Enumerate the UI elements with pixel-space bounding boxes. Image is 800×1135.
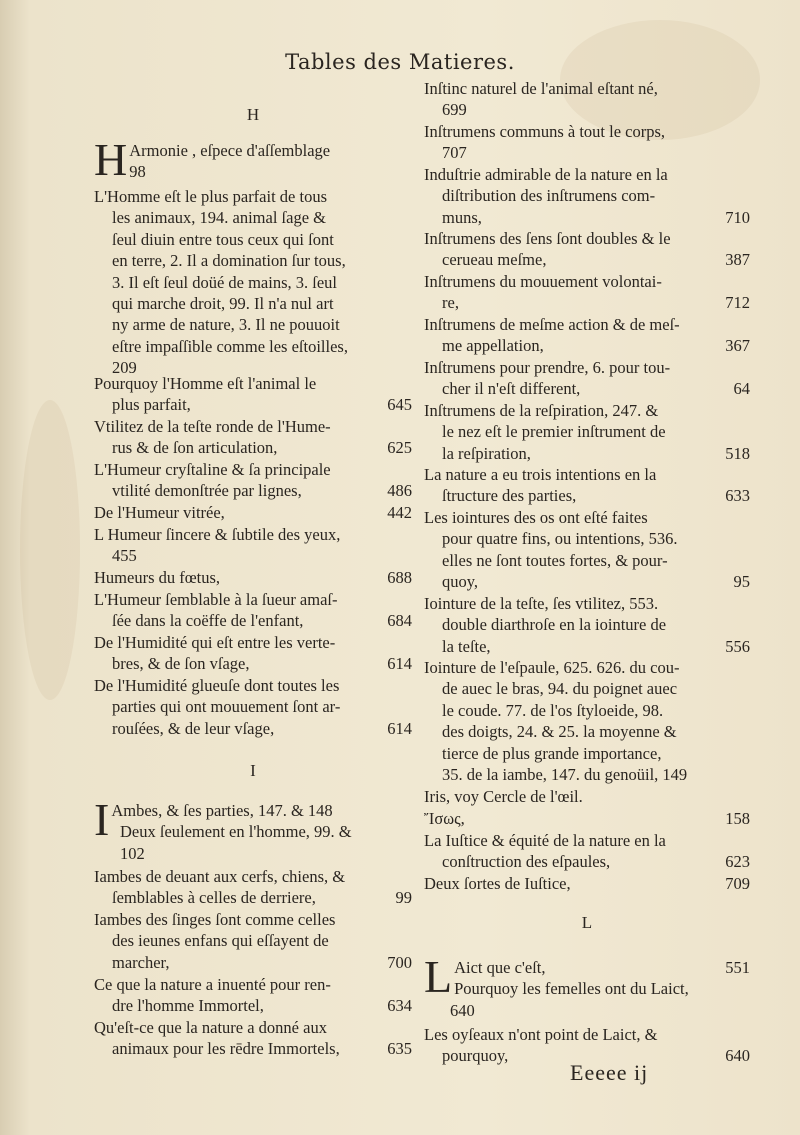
page-number: 367 xyxy=(725,336,750,356)
entry-line xyxy=(424,485,750,506)
entry-line xyxy=(94,545,412,566)
entry-line xyxy=(94,229,412,250)
entry-text: 209 xyxy=(112,358,137,378)
page-number: 64 xyxy=(733,379,750,399)
page-number: 640 xyxy=(725,1046,750,1066)
page-number: 623 xyxy=(725,852,750,872)
index-entry xyxy=(94,459,412,502)
entry-line xyxy=(94,373,412,394)
index-entry xyxy=(94,675,412,739)
entry-text: double diarthroſe en la iointure de xyxy=(442,615,667,635)
entry-text: 102 xyxy=(120,843,145,863)
entry-line xyxy=(424,121,750,142)
page-number: 95 xyxy=(733,572,750,592)
entry-line xyxy=(424,700,750,721)
entry-line xyxy=(94,589,412,610)
entry-text: L Humeur ſincere & ſubtile des yeux, xyxy=(94,525,341,544)
index-entry xyxy=(94,632,412,675)
index-entry xyxy=(424,507,750,593)
entry-line xyxy=(424,357,750,378)
page-number: 709 xyxy=(725,874,750,893)
entry-line xyxy=(424,593,750,614)
entry-text: dre l'homme Immortel, xyxy=(112,996,264,1016)
entry-line xyxy=(424,207,750,228)
entry-line xyxy=(424,378,750,399)
page-title: Tables des Matieres. xyxy=(285,50,515,74)
drop-cap: H xyxy=(94,134,128,185)
entry-text: Inſtrumens pour prendre, 6. pour tou- xyxy=(424,358,671,377)
index-entry xyxy=(94,589,412,632)
entry-text: ſeul diuin entre tous ceux qui ſont xyxy=(112,229,334,249)
index-entry xyxy=(424,228,750,271)
index-entry xyxy=(94,524,412,567)
index-entry xyxy=(424,271,750,314)
index-entry xyxy=(94,416,412,459)
entry-text: De l'Humidité glueuſe dont toutes les xyxy=(94,676,340,695)
drop-cap: I xyxy=(94,794,110,845)
index-entry xyxy=(424,78,750,121)
entry-text: Iointure de l'eſpaule, 625. 626. du cou- xyxy=(424,658,680,677)
entry-text: parties qui ont mouuement ſont ar- xyxy=(112,697,341,717)
page-number: 158 xyxy=(725,809,750,828)
entry-line xyxy=(424,507,750,528)
entry-line xyxy=(94,437,412,458)
entry-text: 707 xyxy=(442,143,467,163)
entry-text: les animaux, 194. animal ſage & xyxy=(112,208,326,228)
entry-text: De l'Humeur vitrée, xyxy=(94,503,225,522)
entry-line xyxy=(94,207,412,228)
entry-text: 35. de la iambe, 147. du genoüil, 149 xyxy=(442,765,688,785)
entry-line xyxy=(424,808,750,829)
page-number: 633 xyxy=(725,486,750,506)
entry-line xyxy=(424,636,750,657)
entry-text: des doigts, 24. & 25. la moyenne & xyxy=(442,722,677,742)
page-number: 635 xyxy=(387,1039,412,1059)
index-entry xyxy=(94,909,412,973)
entry-line xyxy=(94,887,412,908)
entry-line xyxy=(424,185,750,206)
entry-line xyxy=(94,866,412,887)
entry-text: Induſtrie admirable de la nature en la xyxy=(424,165,668,184)
entry-text: Iambes des ſinges ſont comme celles xyxy=(94,910,336,929)
entry-text: le coude. 77. de l'os ſtyloeide, 98. xyxy=(442,700,664,720)
page-number: 684 xyxy=(387,611,412,631)
entry-line xyxy=(94,161,412,182)
entry-text: 699 xyxy=(442,100,467,120)
index-entry xyxy=(424,400,750,464)
entry-text: Inſtrumens des ſens ſont doubles & le xyxy=(424,229,671,248)
entry-line xyxy=(94,250,412,271)
entry-text: qui marche droit, 99. Il n'a nul art xyxy=(112,294,334,314)
entry-line xyxy=(424,571,750,592)
entry-text: quoy, xyxy=(442,572,479,592)
index-entry xyxy=(424,951,750,1021)
entry-text: Iris, voy Cercle de l'œil. xyxy=(424,787,583,806)
entry-line xyxy=(424,786,750,807)
entry-text: 98 xyxy=(129,162,146,182)
entry-line xyxy=(94,186,412,207)
entry-line xyxy=(424,830,750,851)
index-entry xyxy=(94,567,412,588)
entry-line xyxy=(94,696,412,717)
entry-line xyxy=(424,335,750,356)
index-entry xyxy=(424,593,750,657)
entry-line xyxy=(424,99,750,120)
page-number: 645 xyxy=(387,395,412,415)
entry-text: la teſte, xyxy=(442,636,491,656)
entry-text: pourquoy, xyxy=(442,1046,509,1066)
entry-line xyxy=(424,464,750,485)
entry-line xyxy=(94,314,412,335)
entry-text: La Iuſtice & équité de la nature en la xyxy=(424,831,666,850)
entry-line xyxy=(94,480,412,501)
entry-line xyxy=(94,821,412,842)
entry-line xyxy=(94,272,412,293)
entry-text: Armonie , eſpece d'aſſemblage xyxy=(129,141,331,160)
entry-text: muns, xyxy=(442,207,482,227)
entry-line xyxy=(424,271,750,292)
entry-line xyxy=(94,843,412,864)
index-entry xyxy=(94,1017,412,1060)
page-number: 442 xyxy=(387,503,412,522)
entry-text: Ἴσως, xyxy=(424,809,465,828)
entry-text: Iambes de deuant aux cerfs, chiens, & xyxy=(94,867,346,886)
entry-text: Inſtrumens communs à tout le corps, xyxy=(424,122,666,141)
entry-text: 640 xyxy=(450,1000,475,1020)
entry-line xyxy=(94,909,412,930)
entry-line xyxy=(424,978,750,999)
index-entry xyxy=(94,794,412,864)
entry-text: Les iointures des os ont eſté faites xyxy=(424,508,648,527)
entry-text: Vtilitez de la teſte ronde de l'Hume- xyxy=(94,417,331,436)
entry-text: eſtre impaſſible comme les eſtoilles, xyxy=(112,336,348,356)
entry-text: me appellation, xyxy=(442,336,544,356)
entry-text: ny arme de nature, 3. Il ne pouuoit xyxy=(112,315,340,335)
entry-text: diſtribution des inſtrumens com- xyxy=(442,186,656,206)
entry-text: Deux ſeulement en l'homme, 99. & xyxy=(120,822,352,842)
entry-line xyxy=(424,249,750,270)
entry-text: Aict que c'eſt, xyxy=(454,958,546,977)
entry-text: elles ne ſont toutes fortes, & pour- xyxy=(442,550,668,570)
entry-text: Inſtrumens de la reſpiration, 247. & xyxy=(424,401,659,420)
entry-line xyxy=(94,567,412,588)
index-entry xyxy=(94,186,412,379)
entry-line xyxy=(94,394,412,415)
entry-text: L'Humeur ſemblable à la ſueur amaſ- xyxy=(94,590,338,609)
index-entry xyxy=(94,866,412,909)
entry-text: vtilité demonſtrée par lignes, xyxy=(112,481,302,501)
page-number: 387 xyxy=(725,250,750,270)
entry-text: animaux pour les rēdre Immortels, xyxy=(112,1039,340,1059)
entry-line xyxy=(94,1038,412,1059)
entry-text: Les oyſeaux n'ont point de Laict, & xyxy=(424,1025,658,1044)
entry-line xyxy=(94,502,412,523)
entry-line xyxy=(424,678,750,699)
index-entry xyxy=(424,121,750,164)
page-number: 614 xyxy=(387,718,412,738)
entry-text: Qu'eſt-ce que la nature a donné aux xyxy=(94,1018,327,1037)
entry-line xyxy=(424,851,750,872)
section-heading-i: I xyxy=(250,761,256,780)
entry-line xyxy=(94,995,412,1016)
entry-text: Humeurs du fœtus, xyxy=(94,568,221,587)
index-entry xyxy=(94,134,412,185)
entry-line xyxy=(94,632,412,653)
index-entry xyxy=(424,873,750,894)
entry-text: 455 xyxy=(112,546,137,566)
entry-text: cher il n'eſt different, xyxy=(442,379,581,399)
page-number: 710 xyxy=(725,207,750,227)
entry-line xyxy=(424,1024,750,1045)
entry-text: ſée dans la coëffe de l'enfant, xyxy=(112,611,304,631)
entry-text: Ambes, & ſes parties, 147. & 148 xyxy=(111,801,333,820)
entry-line xyxy=(94,459,412,480)
entry-text: L'Homme eſt le plus parfait de tous xyxy=(94,187,327,206)
page-number: 556 xyxy=(725,636,750,656)
index-entry xyxy=(424,314,750,357)
page-number: 688 xyxy=(387,568,412,587)
index-entry xyxy=(424,464,750,507)
entry-text: en terre, 2. Il a domination ſur tous, xyxy=(112,251,346,271)
entry-line xyxy=(424,228,750,249)
entry-line xyxy=(424,873,750,894)
entry-text: Deux ſortes de Iuſtice, xyxy=(424,874,571,893)
entry-text: rouſées, & de leur vſage, xyxy=(112,718,275,738)
entry-line xyxy=(94,974,412,995)
entry-line xyxy=(94,718,412,739)
index-entry xyxy=(94,373,412,416)
entry-line xyxy=(424,721,750,742)
entry-text: le nez eſt le premier inſtrument de xyxy=(442,422,666,442)
entry-text: cerueau meſme, xyxy=(442,250,547,270)
entry-line xyxy=(424,164,750,185)
index-entry xyxy=(94,974,412,1017)
entry-line xyxy=(94,952,412,973)
entry-line xyxy=(424,443,750,464)
entry-line xyxy=(94,1017,412,1038)
entry-line xyxy=(424,550,750,571)
entry-text: re, xyxy=(442,293,459,313)
entry-line xyxy=(424,657,750,678)
page-number: 625 xyxy=(387,438,412,458)
signature-mark: Eeeee ij xyxy=(570,1060,649,1085)
index-entry xyxy=(424,164,750,228)
page-number: 614 xyxy=(387,654,412,674)
entry-line xyxy=(94,336,412,357)
entry-text: Inſtinc naturel de l'animal eſtant né, xyxy=(424,79,658,98)
index-entry xyxy=(424,786,750,807)
index-entry xyxy=(424,357,750,400)
entry-line xyxy=(94,610,412,631)
entry-text: La nature a eu trois intentions en la xyxy=(424,465,657,484)
entry-text: Iointure de la teſte, ſes vtilitez, 553. xyxy=(424,594,659,613)
entry-line xyxy=(424,314,750,335)
entry-text: Pourquoy les femelles ont du Laict, xyxy=(454,979,689,999)
page-number: 518 xyxy=(725,443,750,463)
entry-text: ſemblables à celles de derriere, xyxy=(112,888,316,908)
page-number: 712 xyxy=(725,293,750,313)
page-number: 700 xyxy=(387,952,412,972)
entry-line xyxy=(424,743,750,764)
entry-text: bres, & de ſon vſage, xyxy=(112,654,250,674)
entry-text: Pourquoy l'Homme eſt l'animal le xyxy=(94,374,317,393)
entry-text: marcher, xyxy=(112,952,170,972)
entry-text: Ce que la nature a inuenté pour ren- xyxy=(94,975,331,994)
page-number: 99 xyxy=(395,888,412,908)
section-heading-h: H xyxy=(246,105,260,124)
entry-line xyxy=(424,764,750,785)
entry-line xyxy=(94,675,412,696)
entry-line xyxy=(94,293,412,314)
page-number: 551 xyxy=(725,958,750,977)
entry-text: des ieunes enfans qui eſſayent de xyxy=(112,931,329,951)
paper-stain xyxy=(20,400,80,700)
entry-text: De l'Humidité qui eſt entre les verte- xyxy=(94,633,336,652)
index-entry xyxy=(94,502,412,523)
entry-line xyxy=(424,400,750,421)
entry-text: ſtructure des parties, xyxy=(442,486,577,506)
entry-line xyxy=(424,142,750,163)
entry-line xyxy=(424,614,750,635)
index-entry xyxy=(424,657,750,785)
entry-text: rus & de ſon articulation, xyxy=(112,438,278,458)
index-entry xyxy=(424,830,750,873)
entry-line xyxy=(94,524,412,545)
entry-text: conſtruction des eſpaules, xyxy=(442,852,611,872)
entry-text: tierce de plus grande importance, xyxy=(442,743,662,763)
entry-text: L'Humeur cryſtaline & ſa principale xyxy=(94,460,331,479)
entry-line xyxy=(424,421,750,442)
entry-text: Inſtrumens du mouuement volontai- xyxy=(424,272,662,291)
entry-line xyxy=(94,653,412,674)
entry-line xyxy=(424,78,750,99)
index-entry xyxy=(424,808,750,829)
entry-line xyxy=(424,528,750,549)
page-number: 486 xyxy=(387,481,412,501)
entry-text: 3. Il eſt ſeul doüé de mains, 3. ſeul xyxy=(112,272,337,292)
entry-line xyxy=(94,416,412,437)
page-number: 634 xyxy=(387,996,412,1016)
entry-text: la reſpiration, xyxy=(442,443,531,463)
entry-line xyxy=(94,930,412,951)
entry-line xyxy=(424,292,750,313)
entry-text: pour quatre fins, ou intentions, 536. xyxy=(442,529,678,549)
entry-text: Inſtrumens de meſme action & de meſ- xyxy=(424,315,680,334)
entry-text: de auec le bras, 94. du poignet auec xyxy=(442,679,678,699)
entry-line xyxy=(424,1000,750,1021)
drop-cap: L xyxy=(424,951,453,1002)
entry-text: plus parfait, xyxy=(112,395,191,415)
section-heading-l: L xyxy=(581,913,593,932)
